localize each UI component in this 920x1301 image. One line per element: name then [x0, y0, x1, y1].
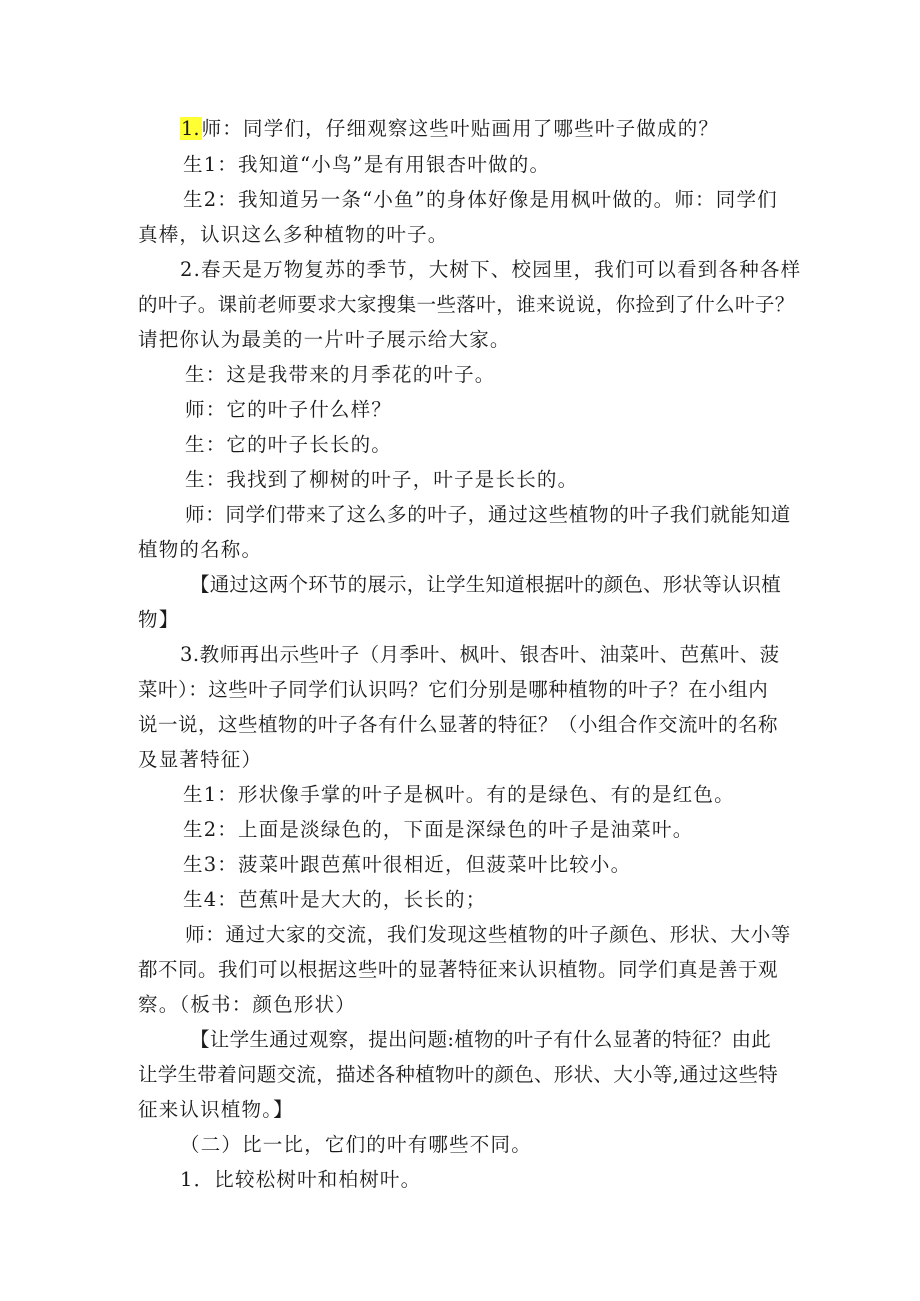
text-line	[185, 923, 791, 947]
text-line	[138, 678, 768, 702]
text-line	[180, 643, 780, 667]
line-text: 察。（板书：颜色形状）	[138, 993, 356, 1016]
text-line	[138, 328, 511, 352]
line-text: 生：这是我带来的月季花的叶子。	[185, 363, 496, 386]
line-text: 让学生带着问题交流，描述各种植物叶的颜色、形状、大小等,通过这些特	[138, 1063, 779, 1086]
line-text: 的叶子。课前老师要求大家搜集一些落叶，谁来说说，你捡到了什么叶子？	[138, 293, 795, 316]
line-text: 【让学生通过观察，提出问题:植物的叶子有什么显著的特征？由此	[190, 1028, 772, 1051]
line-text: 1．比较松树叶和柏树叶。	[180, 1168, 422, 1191]
text-line	[183, 188, 778, 212]
text-line	[183, 153, 550, 177]
line-text: 都不同。我们可以根据这些叶的显著特征来认识植物。同学们真是善于观	[138, 958, 779, 981]
line-text: 生2：上面是淡绿色的，下面是深绿色的叶子是油菜叶。	[183, 818, 694, 841]
line-text: 物】	[138, 608, 180, 631]
line-text: 生4：芭蕉叶是大大的，长长的；	[183, 888, 487, 911]
line-text: 植物的名称。	[138, 538, 263, 561]
annotation-line	[138, 1063, 778, 1087]
line-text: 生3：菠菜叶跟芭蕉叶很相近，但菠菜叶比较小。	[183, 853, 632, 876]
line-text: 说一说，这些植物的叶子各有什么显著的特征？（小组合作交流叶的名称	[138, 713, 779, 736]
annotation-line	[138, 608, 179, 632]
line-text: 生2：我知道另一条“小鱼”的身体好像是用枫叶做的。师：同学们	[183, 188, 778, 211]
line-text: 生1：我知道“小鸟”是有用银杏叶做的。	[183, 153, 551, 176]
line-text: 师：同学们带来了这么多的叶子，通过这些植物的叶子我们就能知道	[185, 503, 792, 526]
line-text: 师：它的叶子什么样？	[185, 398, 393, 421]
text-line	[185, 363, 496, 387]
line-text: 师：通过大家的交流，我们发现这些植物的叶子颜色、形状、大小等	[185, 923, 792, 946]
line-text: 师：同学们，仔细观察这些叶贴画用了哪些叶子做成的？	[201, 117, 720, 140]
text-line	[185, 468, 578, 492]
section-heading	[180, 1133, 532, 1157]
text-line	[180, 117, 719, 141]
line-text: 请把你认为最美的一片叶子展示给大家。	[138, 328, 511, 351]
text-line	[138, 223, 449, 247]
text-line	[138, 713, 778, 737]
text-line	[183, 888, 486, 912]
text-line	[138, 748, 262, 772]
annotation-line	[138, 1098, 294, 1122]
text-line	[138, 958, 778, 982]
highlighted-number: 1.	[181, 117, 200, 140]
text-line	[183, 853, 631, 877]
text-line	[185, 398, 392, 422]
line-text: 生：它的叶子长长的。	[185, 433, 393, 456]
text-line	[138, 293, 795, 317]
line-text: 生：我找到了柳树的叶子，叶子是长长的。	[185, 468, 579, 491]
annotation-line	[190, 573, 781, 597]
text-line	[183, 783, 735, 807]
annotation-line	[190, 1028, 771, 1052]
text-line	[183, 818, 693, 842]
line-text: 菜叶）：这些叶子同学们认识吗？它们分别是哪种植物的叶子？在小组内	[138, 678, 769, 701]
text-line	[185, 503, 791, 527]
line-text: 真棒，认识这么多种植物的叶子。	[138, 223, 449, 246]
line-text: 2.春天是万物复苏的季节，大树下、校园里，我们可以看到各种各样	[180, 258, 802, 281]
line-text: 3.教师再出示些叶子（月季叶、枫叶、银杏叶、油菜叶、芭蕉叶、菠	[180, 643, 780, 666]
line-text: 征来认识植物。】	[138, 1098, 294, 1121]
text-line	[185, 433, 392, 457]
text-line	[138, 538, 262, 562]
text-line	[138, 993, 356, 1017]
line-text: （二）比一比，它们的叶有哪些不同。	[180, 1133, 532, 1156]
line-text: 及显著特征）	[138, 748, 263, 771]
list-item	[180, 1168, 421, 1192]
line-text: 生1：形状像手掌的叶子是枫叶。有的是绿色、有的是红色。	[183, 783, 735, 806]
text-line	[180, 258, 801, 282]
line-text: 【通过这两个环节的展示，让学生知道根据叶的颜色、形状等认识植	[190, 573, 782, 596]
